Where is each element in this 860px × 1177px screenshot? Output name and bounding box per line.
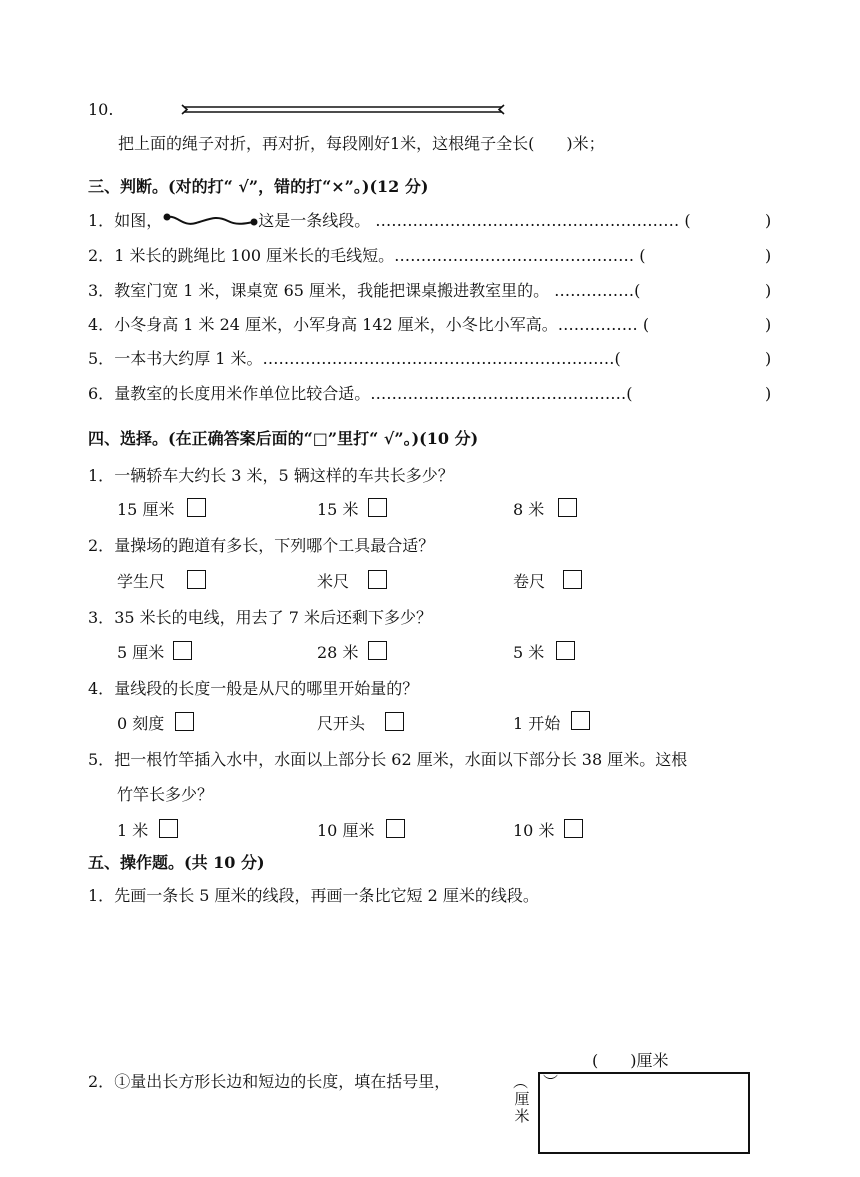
question-10-number: 10.: [88, 100, 114, 119]
section-judge-header: 三、判断。(对的打“ √”，错的打“×”。)(12 分): [88, 177, 429, 196]
judge-item-text: 一本书大约厚 1 米。…………………………………………………………(: [114, 349, 621, 368]
choice-3-option-a-checkbox[interactable]: [173, 641, 192, 660]
choice-question-1: [88, 466, 454, 486]
section-operate-header: 五、操作题。(共 10 分): [88, 853, 265, 872]
wavy-line-figure: [162, 211, 258, 231]
choice-text: 35 米长的电线，用去了 7 米后还剩下多少？: [114, 608, 432, 627]
operate-question-1: [88, 886, 539, 906]
judge-item-number: 4．: [88, 315, 115, 334]
choice-4-option-a-checkbox[interactable]: [175, 712, 194, 731]
judge-item-3-close: ): [765, 281, 772, 300]
judge-item-3: [88, 281, 640, 301]
judge-item-2-close: ): [765, 246, 772, 265]
choice-1-option-b-label: 15 米: [317, 500, 359, 519]
choice-2-option-c-label: 卷尺: [513, 572, 546, 591]
choice-1-option-a-checkbox[interactable]: [187, 498, 206, 517]
choice-text: 把一根竹竿插入水中，水面以上部分长 62 厘米，水面以下部分长 38 厘米。这根: [114, 750, 688, 769]
judge-item-1-text: 这是一条线段。 ………………………………………………… (: [258, 211, 691, 230]
rectangle-side-length-label: ︵ ︶厘米: [513, 1073, 559, 1125]
choice-1-option-c-label: 8 米: [513, 500, 545, 519]
choice-2-option-b-label: 米尺: [317, 572, 350, 591]
choice-5-option-b-checkbox[interactable]: [386, 819, 405, 838]
judge-item-text: 教室门宽 1 米，课桌宽 65 厘米，我能把课桌搬进教室里的。 ……………(: [114, 281, 641, 300]
choice-number: 4．: [88, 679, 115, 698]
operate-number: 1．: [88, 886, 115, 905]
judge-item-5-close: ): [765, 349, 772, 368]
choice-2-option-b-checkbox[interactable]: [368, 570, 387, 589]
judge-item-6-close: ): [765, 384, 772, 403]
choice-1-option-a-label: 15 厘米: [117, 500, 175, 519]
judge-item-5: [88, 349, 621, 369]
choice-4-option-c-checkbox[interactable]: [571, 711, 590, 730]
judge-item-number: 1．: [88, 211, 115, 230]
choice-3-option-c-label: 5 米: [513, 643, 545, 662]
choice-question-5: [88, 750, 687, 770]
judge-item-1-close: ): [765, 211, 772, 230]
choice-4-option-a-label: 0 刻度: [117, 714, 165, 733]
choice-5-option-a-checkbox[interactable]: [159, 819, 178, 838]
judge-item-text: 1 米长的跳绳比 100 厘米长的毛线短。……………………………………… (: [114, 246, 646, 265]
judge-item-text: 量教室的长度用米作单位比较合适。…………………………………………(: [114, 384, 633, 403]
operate-number: 2．: [88, 1072, 115, 1091]
choice-5-option-c-checkbox[interactable]: [564, 819, 583, 838]
choice-number: 5．: [88, 750, 115, 769]
measure-rectangle: [538, 1072, 750, 1154]
judge-item-1: [88, 211, 691, 231]
choice-2-option-a-checkbox[interactable]: [187, 570, 206, 589]
choice-text: 一辆轿车大约长 3 米，5 辆这样的车共长多少？: [114, 466, 454, 485]
judge-item-4-close: ): [765, 315, 772, 334]
choice-5-option-c-label: 10 米: [513, 821, 555, 840]
choice-number: 2．: [88, 536, 115, 555]
choice-3-option-a-label: 5 厘米: [117, 643, 165, 662]
judge-item-text: 小冬身高 1 米 24 厘米，小军身高 142 厘米，小冬比小军高。…………… (: [114, 315, 650, 334]
choice-3-option-b-checkbox[interactable]: [368, 641, 387, 660]
judge-item-number: 3．: [88, 281, 115, 300]
choice-question-5-continued: 竹竿长多少？: [117, 785, 214, 804]
choice-4-option-c-label: 1 开始: [513, 714, 561, 733]
choice-question-3: [88, 608, 432, 628]
choice-1-option-b-checkbox[interactable]: [368, 498, 387, 517]
choice-text: 量线段的长度一般是从尺的哪里开始量的？: [114, 679, 419, 698]
choice-5-option-b-label: 10 厘米: [317, 821, 375, 840]
judge-item-6: [88, 384, 632, 404]
choice-2-option-c-checkbox[interactable]: [563, 570, 582, 589]
choice-number: 3．: [88, 608, 115, 627]
choice-2-option-a-label: 学生尺: [117, 572, 166, 591]
judge-item-number: 5．: [88, 349, 115, 368]
rectangle-top-length-label: ( )厘米: [592, 1051, 669, 1070]
choice-4-option-b-label: 尺开头: [317, 714, 366, 733]
judge-item-number: 6．: [88, 384, 115, 403]
choice-question-4: [88, 679, 418, 699]
question-10-text: 把上面的绳子对折，再对折，每段刚好1米，这根绳子全长( )米；: [118, 134, 605, 153]
judge-item-4: [88, 315, 649, 335]
operate-question-2: [88, 1072, 450, 1092]
section-choice-header: 四、选择。(在正确答案后面的“□”里打“ √”。)(10 分): [88, 429, 479, 448]
judge-item-2: [88, 246, 646, 266]
judge-item-number: 2．: [88, 246, 115, 265]
choice-4-option-b-checkbox[interactable]: [385, 712, 404, 731]
choice-number: 1．: [88, 466, 115, 485]
rope-figure: [180, 103, 506, 117]
operate-text: 先画一条长 5 厘米的线段，再画一条比它短 2 厘米的线段。: [114, 886, 539, 905]
choice-text: 量操场的跑道有多长，下列哪个工具最合适？: [114, 536, 435, 555]
choice-question-2: [88, 536, 434, 556]
choice-5-option-a-label: 1 米: [117, 821, 149, 840]
operate-text: ①量出长方形长边和短边的长度，填在括号里，: [114, 1072, 451, 1091]
choice-1-option-c-checkbox[interactable]: [558, 498, 577, 517]
judge-item-1-prefix: 如图，: [114, 211, 163, 230]
choice-3-option-c-checkbox[interactable]: [556, 641, 575, 660]
choice-3-option-b-label: 28 米: [317, 643, 359, 662]
